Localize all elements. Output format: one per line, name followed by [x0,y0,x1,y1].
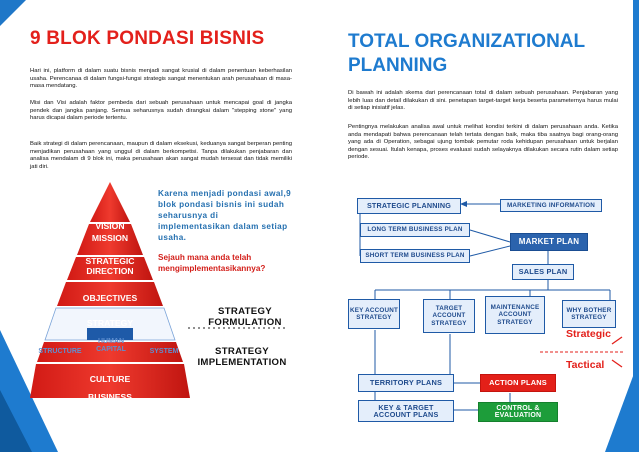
left-page-title: 9 BLOK PONDASI BISNIS [30,28,265,49]
box-market-plan: MARKET PLAN [510,233,588,251]
right-paragraph-1: Di bawah ini adalah skema dari perencanaan total di dalam sebuah perusahaan. Penjabaran yang lebih luas dan detail dilakukan di sini. penetapan target-target kerja beserta parameternya harus mulai di setiap inisiatif jelas. [348,90,618,112]
pyramid-label-mission: MISSION [91,233,129,243]
box-why-bother-strategy: WHY BOTHER STRATEGY [562,300,616,328]
left-paragraph-1: Hari ini, platform di dalam suatu bisnis menjadi sangat krusial di dalam penentuan keberhasilan usaha. Perencanaa di dalam fungsi-fungsi strategis sangat menentukan arah perusahaan di masa-masa mendatang. [30,68,292,90]
box-long-term-business-plan: LONG TERM BUSINESS PLAN [360,223,470,237]
box-target-account-strategy: TARGET ACCOUNT STRATEGY [423,299,475,333]
box-short-term-business-plan: SHORT TERM BUSINESS PLAN [360,249,470,263]
pull-quote: Karena menjadi pondasi awal,9 blok pondasi bisnis ini sudah seharusnya di implementasikan dalam setiap usaha. [158,189,292,242]
right-paragraph-2: Pentingnya melakukan analisa awal untuk melihat kondisi terkini di dalam perusahaan anda. Ketika anda mendapati bahwa perencanaan telah tertata dengan baik, maka tiba saatnya bagi orang-orang yang ada di Operation, sebagai ujung tombak pemutar roda kehidupan perusahaan untuk berjalan dengan sesuai. Itulah kenapa, proses evaluasi sudah selayaknya dilakukan secara rutin dalam setiap periode. [348,124,618,161]
pyramid-label-vision: VISION [95,221,125,231]
label-tactical: Tactical [566,359,605,371]
pyramid-label-strategy: STRATEGY [86,318,134,328]
pull-quote-question: Sejauh mana anda telah mengimplementasikannya? [158,253,266,273]
corner-triangle-top-left [0,0,26,26]
box-strategic-planning: STRATEGIC PLANNING [357,198,461,214]
pyramid-label-structure: STRUCTURE [38,348,82,355]
corner-triangle-bottom-left-dark [0,390,32,452]
strategy-formulation-label: STRATEGY FORMULATION [208,306,282,328]
left-paragraph-3: Baik strategi di dalam perencanaan, maupun di dalam eksekusi, keduanya sangat berperan penting menjadikan perusahaan yang unggul di dalam berkompetisi. Tanpa dilakukan penjabaran dan analisa mendalam di 9 blok ini, maka perusahaan akan sangat mudah tersesat dan tidak memiliki jati diri. [30,141,292,170]
box-action-plans: ACTION PLANS [480,374,556,392]
left-paragraph-2: Misi dan Visi adalah faktor pembeda dari sebuah perusahaan untuk mencapai goal di jangka pendek dan jangka panjang. Semua seharusnya sudah dirangkai dalam "stepping stone" yang harus dicapai dalam periode tertentu. [30,100,292,122]
pyramid-label-objectives: OBJECTIVES [82,293,138,303]
pyramid-label-business-process: BUSINESS PROCESS [88,392,132,412]
box-marketing-information: MARKETING INFORMATION [500,199,602,212]
box-key-account-strategy: KEY ACCOUNT STRATEGY [348,299,400,329]
pyramid-label-strategic-direction: STRATEGIC DIRECTION [85,256,135,276]
box-control-evaluation: CONTROL & EVALUATION [478,402,558,422]
box-key-target-account-plans: KEY & TARGET ACCOUNT PLANS [358,400,454,422]
box-maintenance-account-strategy: MAINTENANCE ACCOUNT STRATEGY [485,296,545,334]
pyramid-label-culture: CULTURE [89,374,131,384]
pyramid-label-system: SYSTEM [149,348,179,355]
label-strategic: Strategic [566,328,611,340]
right-page-title: TOTAL ORGANIZATIONAL PLANNING [348,31,585,76]
strategy-implementation-label: STRATEGY IMPLEMENTATION [197,346,287,368]
box-territory-plans: TERRITORY PLANS [358,374,454,392]
box-sales-plan: SALES PLAN [512,264,574,280]
pyramid-label-human-capital: HUMAN CAPITAL [96,338,126,353]
